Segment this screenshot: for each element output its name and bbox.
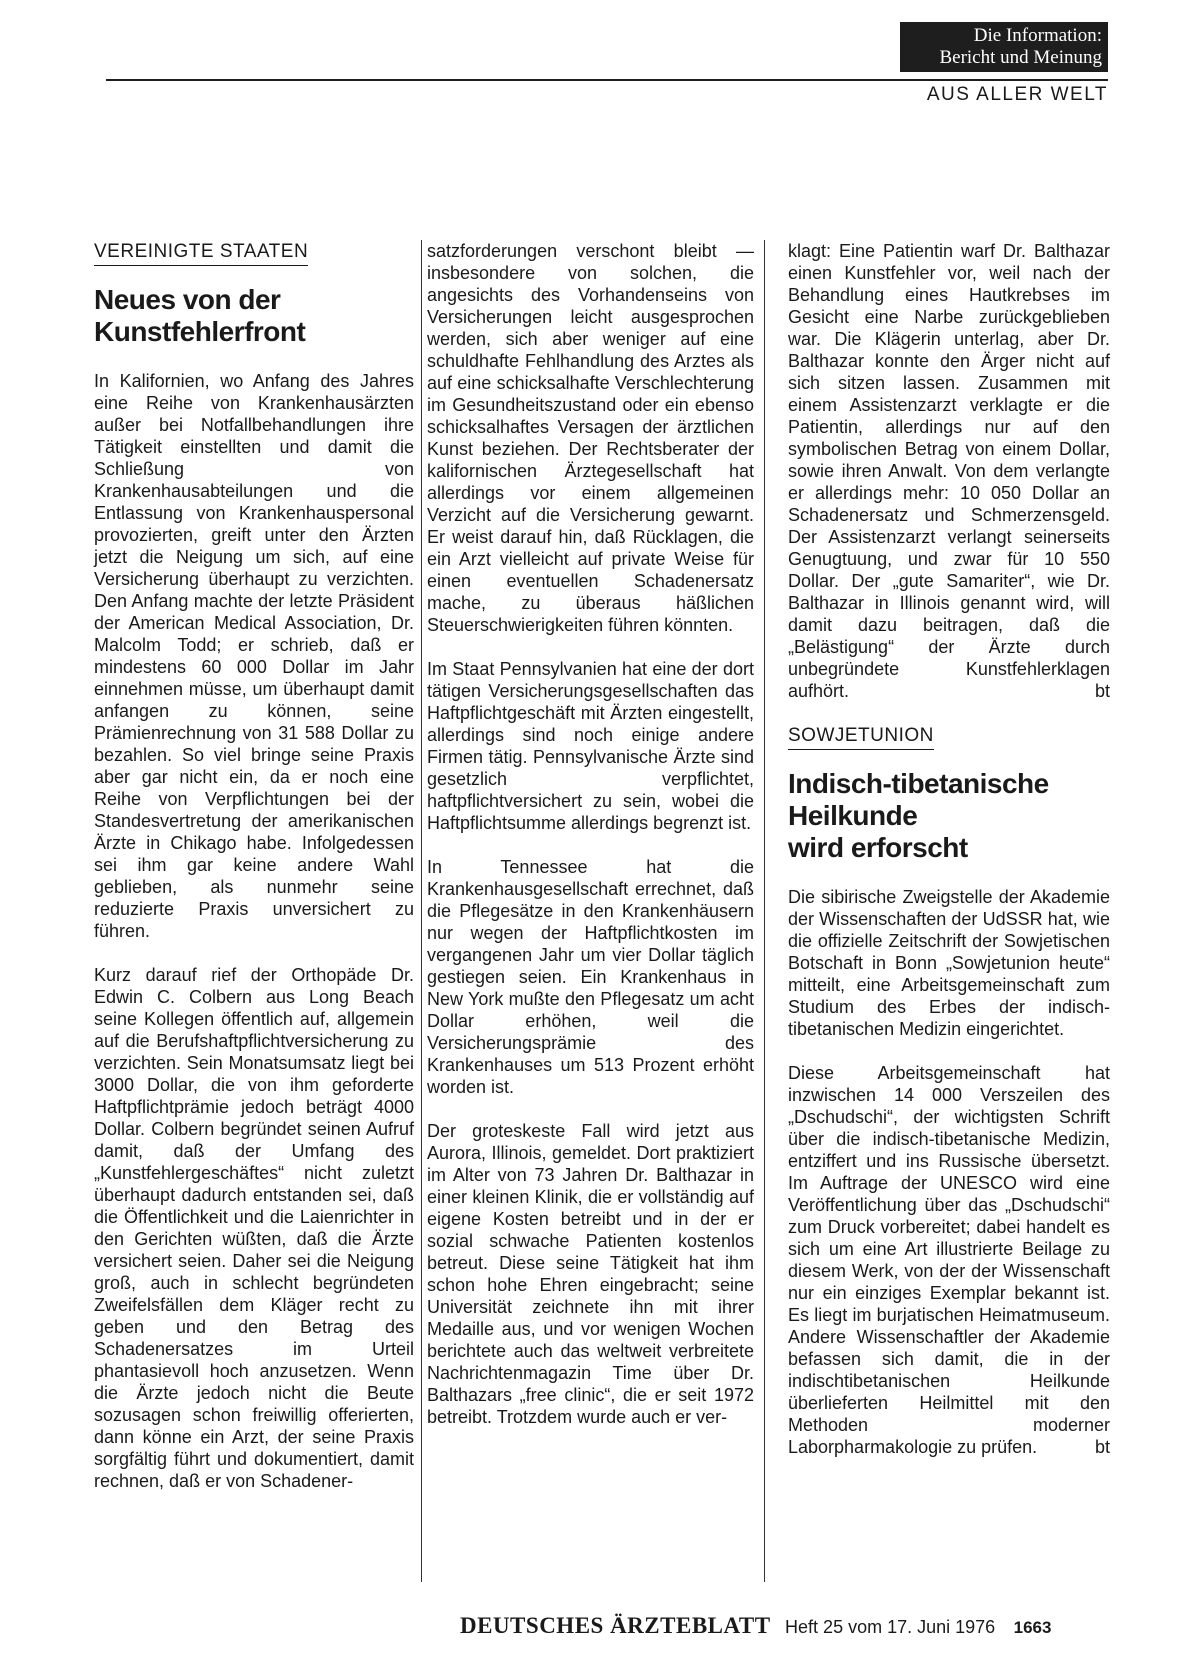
article-1-title-line-2: Kunstfehlerfront: [94, 316, 306, 347]
article-2-title-line-2: Heilkunde: [788, 800, 918, 831]
article-1-paragraph-5-end: [788, 240, 1110, 702]
header-rule: [106, 79, 1108, 81]
journal-name: DEUTSCHES ÄRZTEBLATT: [460, 1613, 771, 1638]
page-footer: [460, 1613, 1051, 1639]
issue-info: Heft 25 vom 17. Juni 1976: [785, 1617, 996, 1637]
column-2: [427, 240, 754, 1450]
article-2-title-line-3: wird erforscht: [788, 832, 968, 863]
article-2-signature: bt: [1094, 1437, 1110, 1457]
badge-line-1: Die Information:: [973, 25, 1102, 46]
article-1-paragraph-1: In Kalifornien, wo Anfang des Jahres eine Reihe von Krankenhausärzten außer bei Notfallbehandlungen ihre Tätigkeit einstellten und damit die Schließung von Krankenhausabteilungen und die Entlassung von Krankenhauspersonal provozierten, greift unter den Ärzten jetzt die Neigung um sich, auf eine Versicherung überhaupt zu verzichten. Den Anfang machte der letzte Präsident der American Medical Association, Dr. Malcolm Todd; er schrieb, daß er mindestens 60 000 Dollar im Jahr einnehmen müsse, um überhaupt damit anfangen zu können, seine Prämienrechnung von 31 588 Dollar zu bezahlen. So viel bringe seine Praxis aber gar nicht ein, da er noch eine Reihe von Verpflichtungen bei der Standesvertretung der amerikanischen Ärzte in Chikago habe. Infolgedessen sei ihm gar keine andere Wahl geblieben, als nunmehr seine reduzierte Praxis unversichert zu führen.: [94, 371, 414, 941]
article-2-closing-text: Diese Arbeitsgemeinschaft hat inzwischen 14 000 Verszeilen des „Dschudschi“, der wichtigsten Schrift über die indisch-tibetanische Medizin, entziffert und ins Russische übersetzt. Im Auftrage der UNESCO wird eine Veröffentlichung über das „Dschudschi“ zum Druck vorbereitet; dabei handelt es sich um eine Art illustrierte Beilage zu diesem Werk, von der der Wissenschaft nur ein einziges Exemplar bekannt ist. Es liegt im burjatischen Heimatmuseum. Andere Wissenschaftler der Akademie befassen sich damit, die in der indischtibetanischen Heilkunde überlieferten Heilmittel mit den Methoden moderner Laborpharmakologie zu prüfen.: [788, 1063, 1110, 1457]
article-1-paragraph-5-start: Der groteskeste Fall wird jetzt aus Aurora, Illinois, gemeldet. Dort praktiziert im Alter von 73 Jahren Dr. Balthazar in einer kleinen Klinik, die er vollständig auf eigene Kosten betreibt und in der er sozial schwache Patienten kostenlos betreut. Diese seine Tätigkeit hat ihm schon hohe Ehren eingebracht; seine Universität zeichnete ihn mit ihrer Medaille aus, und vor wenigen Wochen berichtete auch das weltweit verbreitete Nachrichtenmagazin Time über Dr. Balthazars „free clinic“, die er seit 1972 betreibt. Trotzdem wurde auch er ver-: [427, 1121, 754, 1427]
rubric-label: AUS ALLER WELT: [926, 84, 1108, 105]
article-1-signature: bt: [1094, 681, 1110, 701]
column-3: [788, 240, 1110, 1480]
article-1-title: [94, 284, 414, 348]
section-label-ussr: SOWJETUNION: [788, 725, 934, 750]
section-badge: [900, 22, 1108, 72]
article-1-title-line-1: Neues von der: [94, 284, 281, 315]
article-1-paragraph-2-start: Kurz darauf rief der Orthopäde Dr. Edwin C. Colbern aus Long Beach seine Kollegen öffentlich auf, allgemein auf die Berufshaftpflichtversicherung zu verzichten. Sein Monatsumsatz liegt bei 3000 Dollar, die von ihm geforderte Haftpflichtprämie jedoch beträgt 4000 Dollar. Colbern begründet seinen Aufruf damit, daß der Umfang des „Kunstfehlergeschäftes“ nicht zuletzt überhaupt dadurch entstanden sei, daß die Öffentlichkeit und die Laienrichter in den Gerichten wüßten, daß die Ärzte versichert seien. Daher sei die Neigung groß, auch in schlecht begründeten Zweifelsfällen dem Kläger recht zu geben und den Betrag des Schadenersatzes im Urteil phantasievoll hoch anzusetzen. Wenn die Ärzte jedoch nicht die Beute sozusagen schon freiwillig offerierten, dann könne ein Arzt, der seine Praxis sorgfältig führt und dokumentiert, damit rechnen, daß er von Schadener-: [94, 965, 414, 1491]
column-divider-2: [764, 240, 765, 1582]
article-1-paragraph-2-end: satzforderungen verschont bleibt — insbesondere von solchen, die angesichts des Vorhandenseins von Versicherungen leicht ausgesprochen werden, sich aber weniger auf eine schuldhafte Fehlhandlung des Arztes als auf eine schicksalhafte Verschlechterung im Gesundheitszustand oder ein ebenso schicksalhaftes Versagen der ärztlichen Kunst beziehen. Der Rechtsberater der kalifornischen Ärztegesellschaft hat allerdings vor einem allgemeinen Verzicht auf die Versicherung gewarnt. Er weist darauf hin, daß Rücklagen, die ein Arzt vielleicht auf private Weise für einen eventuellen Schadenersatz mache, zu überaus häßlichen Steuerschwierigkeiten führen könnten.: [427, 241, 754, 635]
article-2-paragraph-1: Die sibirische Zweigstelle der Akademie der Wissenschaften der UdSSR hat, wie die offizielle Zeitschrift der Sowjetischen Botschaft in Bonn „Sowjetunion heute“ mitteilt, eine Arbeitsgemeinschaft zum Studium des Erbes der indisch-tibetanischen Medizin eingerichtet.: [788, 887, 1110, 1039]
column-divider-1: [421, 240, 422, 1582]
section-label-usa: VEREINIGTE STAATEN: [94, 241, 308, 266]
page-number: 1663: [1013, 1618, 1052, 1637]
column-1: [94, 240, 414, 1514]
article-1-closing-text: klagt: Eine Patientin warf Dr. Balthazar einen Kunstfehler vor, weil nach der Behandlung eines Hautkrebses im Gesicht eine Narbe zurückgeblieben war. Die Klägerin unterlag, aber Dr. Balthazar konnte den Ärger nicht auf sich sitzen lassen. Zusammen mit einem Assistenzarzt verklagte er die Patientin, allerdings nur auf den symbolischen Betrag von einem Dollar, sowie ihren Anwalt. Von dem verlangte er allerdings mehr: 10 050 Dollar an Schadenersatz und Schmerzensgeld. Der Assistenzarzt verlangt seinerseits Genugtuung, und zwar für 10 550 Dollar. Der „gute Samariter“, wie Dr. Balthazar in Illinois genannt wird, will damit dazu beitragen, daß die „Belästigung“ der Ärzte durch unbegründete Kunstfehlerklagen aufhört.: [788, 241, 1110, 701]
badge-line-2: Bericht und Meinung: [939, 47, 1102, 68]
article-1-paragraph-4: In Tennessee hat die Krankenhausgesellschaft errechnet, daß die Pflegesätze in den Krankenhäusern nur wegen der Haftpflichtkosten im vergangenen Jahr um vier Dollar täglich gestiegen seien. Ein Krankenhaus in New York mußte den Pflegesatz um acht Dollar erhöhen, weil die Versicherungsprämie des Krankenhauses um 513 Prozent erhöht worden ist.: [427, 857, 754, 1097]
article-1-paragraph-3: Im Staat Pennsylvanien hat eine der dort tätigen Versicherungsgesellschaften das Haftpflichtgeschäft mit Ärzten eingestellt, allerdings sind noch einige andere Firmen tätig. Pennsylvanische Ärzte sind gesetzlich verpflichtet, haftpflichtversichert zu sein, wobei die Haftpflichtsumme allerdings begrenzt ist.: [427, 659, 754, 833]
article-2-title-line-1: Indisch-tibetanische: [788, 768, 1049, 799]
article-2-title: [788, 768, 1110, 864]
article-2-paragraph-2: [788, 1062, 1110, 1458]
